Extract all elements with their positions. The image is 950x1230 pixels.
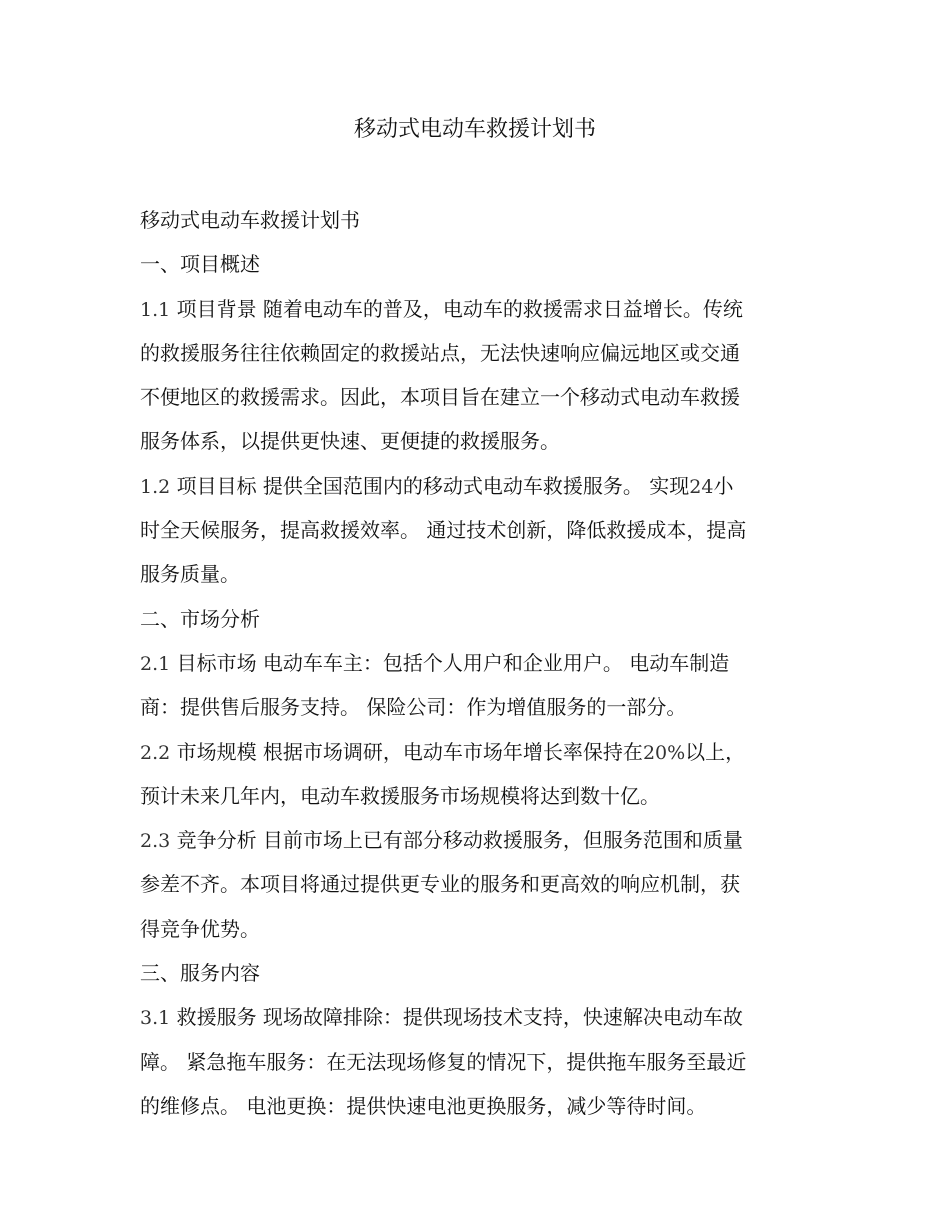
document-subtitle: 移动式电动车救援计划书 xyxy=(140,208,360,232)
paragraph-line: 预计未来几年内，电动车救援服务市场规模将达到数十亿。 xyxy=(140,783,660,808)
paragraph-line xyxy=(140,641,802,685)
paragraph-number: 2.3 xyxy=(140,830,171,853)
paragraph-number: 2.2 xyxy=(140,741,171,764)
section-heading-overview: 一、项目概述 xyxy=(140,252,260,277)
paragraph-1-2 xyxy=(140,464,802,597)
inline-number: 20% xyxy=(642,741,686,764)
paragraph-line xyxy=(140,995,802,1039)
paragraph-1-1 xyxy=(140,287,802,464)
paragraph-line: 不便地区的救援需求。因此，本项目旨在建立一个移动式电动车救援 xyxy=(140,385,740,410)
paragraph-line: 得竞争优势。 xyxy=(140,916,260,941)
paragraph-line: 参差不齐。本项目将通过提供更专业的服务和更高效的响应机制，获 xyxy=(140,872,740,897)
paragraph-number: 1.2 xyxy=(140,475,171,498)
paragraph-text: 项目目标 提供全国范围内的移动式电动车救援服务。 实现 xyxy=(170,473,690,498)
paragraph-number: 2.1 xyxy=(140,652,171,675)
paragraph-3-1 xyxy=(140,995,802,1128)
paragraph-2-1 xyxy=(140,641,802,730)
paragraph-text: 目标市场 电动车车主：包括个人用户和企业用户。 电动车制造 xyxy=(170,650,730,675)
paragraph-text: 市场规模 根据市场调研，电动车市场年增长率保持在 xyxy=(170,739,643,764)
paragraph-line: 的救援服务往往依赖固定的救援站点，无法快速响应偏远地区或交通 xyxy=(140,340,740,365)
paragraph-2-3 xyxy=(140,818,802,951)
paragraph-line: 商：提供售后服务支持。 保险公司：作为增值服务的一部分。 xyxy=(140,695,687,720)
paragraph-line: 服务质量。 xyxy=(140,562,240,587)
paragraph-text: 小 xyxy=(713,473,734,498)
document-body xyxy=(140,198,802,1128)
paragraph-line: 障。 紧急拖车服务：在无法现场修复的情况下，提供拖车服务至最近 xyxy=(140,1049,747,1074)
paragraph-line xyxy=(140,464,802,508)
paragraph-number: 3.1 xyxy=(140,1007,171,1030)
paragraph-line: 的维修点。 电池更换：提供快速电池更换服务，减少等待时间。 xyxy=(140,1093,707,1118)
paragraph-2-2 xyxy=(140,730,802,819)
paragraph-number: 1.1 xyxy=(140,298,171,321)
document-title: 移动式电动车救援计划书 xyxy=(353,117,596,142)
paragraph-line xyxy=(140,730,802,774)
paragraph-line xyxy=(140,287,802,331)
paragraph-text: 以上， xyxy=(685,739,746,764)
paragraph-text: 救援服务 现场故障排除：提供现场技术支持，快速解决电动车故 xyxy=(170,1005,743,1030)
section-heading-services: 三、服务内容 xyxy=(140,961,260,986)
paragraph-text: 竞争分析 目前市场上已有部分移动救援服务，但服务范围和质量 xyxy=(170,828,743,853)
paragraph-line: 服务体系，以提供更快速、更便捷的救援服务。 xyxy=(140,429,560,454)
section-heading-market: 二、市场分析 xyxy=(140,606,260,631)
paragraph-line xyxy=(140,818,802,862)
paragraph-line: 时全天候服务，提高救援效率。 通过技术创新，降低救援成本，提高 xyxy=(140,518,747,543)
inline-number: 24 xyxy=(689,475,714,498)
paragraph-text: 项目背景 随着电动车的普及，电动车的救援需求日益增长。传统 xyxy=(170,296,743,321)
